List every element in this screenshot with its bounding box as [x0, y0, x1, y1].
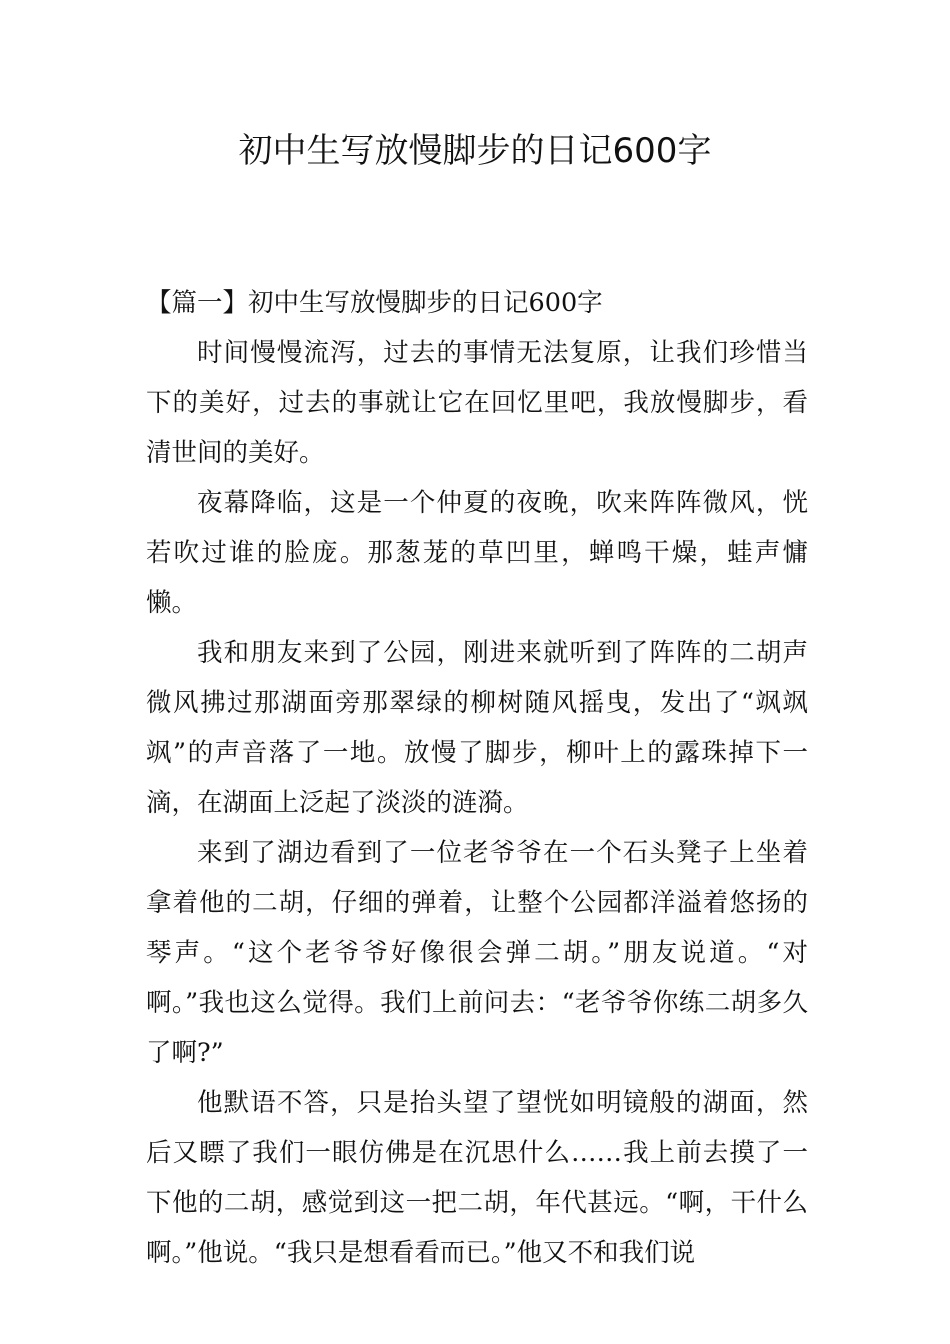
- paragraph-4: 来到了湖边看到了一位老爷爷在一个石头凳子上坐着拿着他的二胡，仔细的弹着，让整个公园都洋溢着悠扬的琴声。“这个老爷爷好像很会弹二胡。”朋友说道。“对啊。”我也这么觉得。我们上前问去：“老爷爷你练二胡多久了啊?”: [146, 838, 808, 1068]
- document-title: 初中生写放慢脚步的日记600字: [238, 131, 712, 171]
- paragraph-5: 他默语不答，只是抬头望了望恍如明镜般的湖面，然后又瞟了我们一眼仿佛是在沉思什么……我上前去摸了一下他的二胡，感觉到这一把二胡，年代甚远。“啊，干什么啊。”他说。“我只是想看看而已。”他又不和我们说: [146, 1088, 808, 1268]
- document-body: [146, 278, 808, 1278]
- paragraph-2: 夜幕降临，这是一个仲夏的夜晚，吹来阵阵微风，恍若吹过谁的脸庞。那葱茏的草凹里，蝉鸣干燥，蛙声慵懒。: [146, 488, 808, 618]
- paragraph-3: 我和朋友来到了公园，刚进来就听到了阵阵的二胡声微风拂过那湖面旁那翠绿的柳树随风摇曳，发出了“飒飒飒”的声音落了一地。放慢了脚步，柳叶上的露珠掉下一滴，在湖面上泛起了淡淡的涟漪。: [146, 638, 808, 818]
- paragraph-1: 时间慢慢流泻，过去的事情无法复原，让我们珍惜当下的美好，过去的事就让它在回忆里吧，我放慢脚步，看清世间的美好。: [146, 338, 808, 468]
- section-heading: 【篇一】初中生写放慢脚步的日记600字: [146, 288, 603, 318]
